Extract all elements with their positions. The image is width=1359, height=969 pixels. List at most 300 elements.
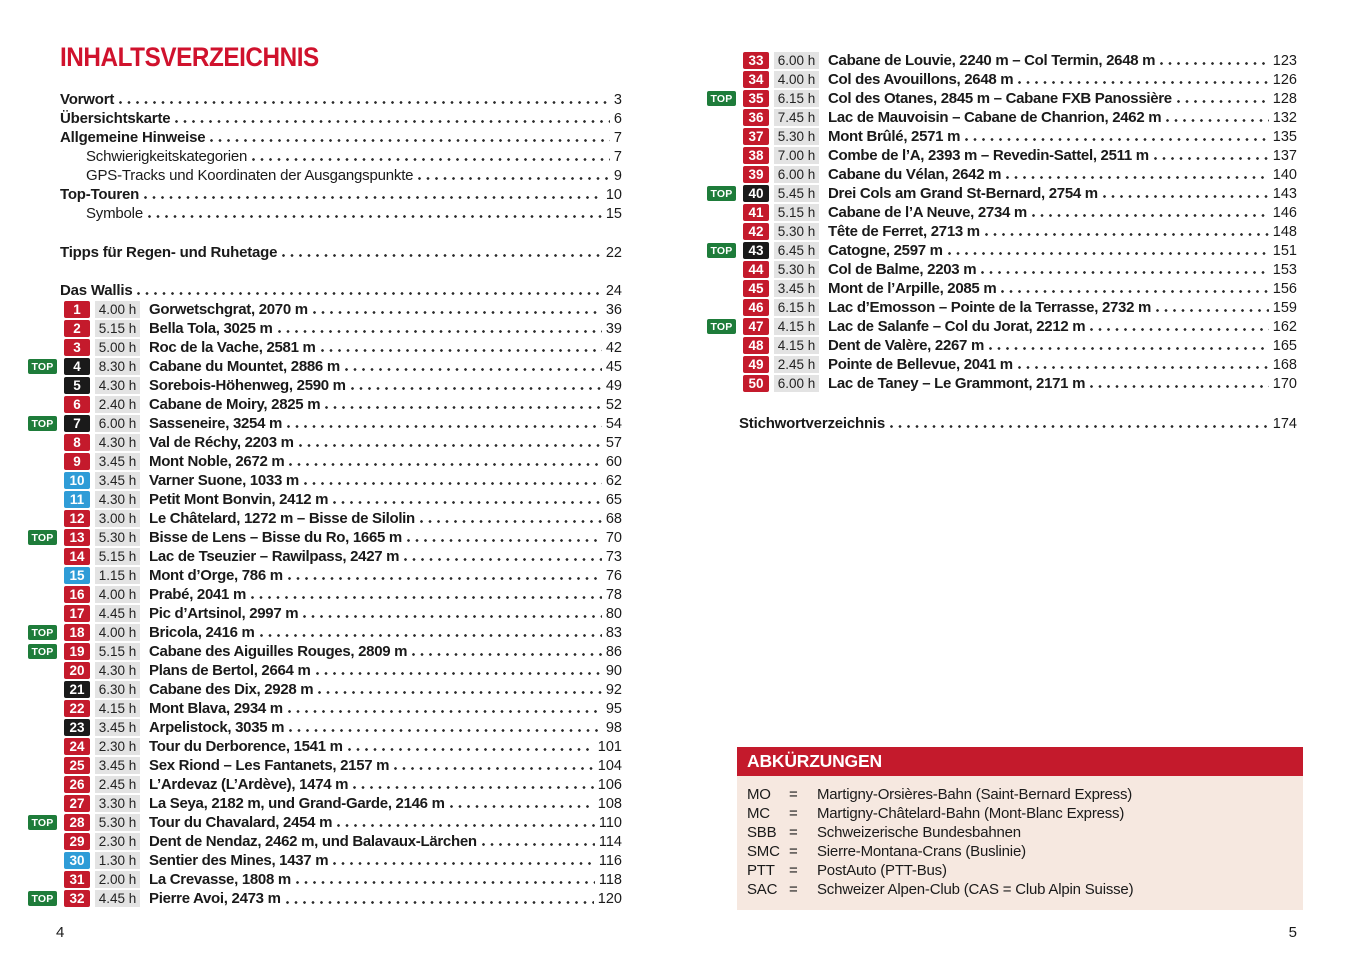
tour-row xyxy=(28,737,622,756)
tour-number-badge: 28 xyxy=(64,814,90,831)
tour-page-ref: 42 xyxy=(605,339,622,356)
tour-row xyxy=(28,528,622,547)
tour-page-ref: 148 xyxy=(1272,223,1297,240)
abbreviation-meaning: Schweizer Alpen-Club (CAS = Club Alpin Suisse) xyxy=(817,881,1134,898)
tour-page-ref: 168 xyxy=(1272,356,1297,373)
tour-page-ref: 80 xyxy=(605,605,622,622)
tour-duration: 6.15 h xyxy=(774,90,819,107)
toc-line xyxy=(28,243,622,262)
tour-duration: 5.00 h xyxy=(95,339,140,356)
dot-leader xyxy=(289,462,601,467)
tour-row xyxy=(707,70,1297,89)
tour-number-badge: 20 xyxy=(64,662,90,679)
tour-page-ref: 57 xyxy=(605,434,622,451)
tips-section-line xyxy=(28,243,622,262)
top-badge: TOP xyxy=(28,530,57,545)
top-badge-slot xyxy=(28,625,58,640)
tour-name: Dent de Valère, 2267 m xyxy=(828,337,984,355)
dot-leader xyxy=(985,232,1269,237)
equals-sign: = xyxy=(789,843,798,860)
toc-page-ref: 7 xyxy=(613,148,622,165)
toc-entry-label: Übersichtskarte xyxy=(60,110,171,127)
tour-duration: 6.45 h xyxy=(774,242,819,259)
tour-list-left xyxy=(28,300,622,909)
abbreviation-meaning: Martigny-Châtelard-Bahn (Mont-Blanc Express) xyxy=(817,805,1125,822)
toc-entry-label: Tipps für Regen- und Ruhetage xyxy=(60,244,278,261)
tour-number-badge: 18 xyxy=(64,624,90,641)
tour-name: Cabane des Aiguilles Rouges, 2809 m xyxy=(149,643,408,661)
abbreviation-meaning: Martigny-Orsières-Bahn (Saint-Bernard Express) xyxy=(817,786,1133,803)
tour-name: Bella Tola, 3025 m xyxy=(149,320,273,338)
tour-row xyxy=(28,832,622,851)
toc-page-ref: 6 xyxy=(613,110,622,127)
tour-page-ref: 123 xyxy=(1272,52,1297,69)
tour-name: Tour du Chavalard, 2454 m xyxy=(149,814,333,832)
abbreviation-code: SAC xyxy=(747,881,778,898)
dot-leader xyxy=(348,747,594,752)
tour-page-ref: 165 xyxy=(1272,337,1297,354)
dot-leader xyxy=(420,519,602,524)
tour-row xyxy=(28,718,622,737)
tour-duration: 4.00 h xyxy=(95,624,140,641)
top-badge-slot xyxy=(28,644,58,659)
equals-sign: = xyxy=(789,862,798,879)
tour-page-ref: 78 xyxy=(605,586,622,603)
tour-page-ref: 54 xyxy=(605,415,622,432)
tour-duration: 4.30 h xyxy=(95,491,140,508)
tour-duration: 3.45 h xyxy=(95,472,140,489)
tour-number-badge: 38 xyxy=(743,147,769,164)
equals-sign: = xyxy=(789,786,798,803)
tour-duration: 2.45 h xyxy=(774,356,819,373)
dot-leader xyxy=(287,424,602,429)
tour-page-ref: 153 xyxy=(1272,261,1297,278)
tour-duration: 4.00 h xyxy=(774,71,819,88)
top-badge-slot xyxy=(28,359,58,374)
toc-page-ref: 10 xyxy=(605,186,622,203)
tour-number-badge: 34 xyxy=(743,71,769,88)
dot-leader xyxy=(321,348,602,353)
tour-row xyxy=(707,298,1297,317)
tour-duration: 4.30 h xyxy=(95,662,140,679)
tour-duration: 5.15 h xyxy=(774,204,819,221)
equals-sign: = xyxy=(789,824,798,841)
abbreviations-title: ABKÜRZUNGEN xyxy=(737,747,1303,776)
tour-number-badge: 30 xyxy=(64,852,90,869)
toc-entry-label: Das Wallis xyxy=(60,282,133,299)
equals-sign: = xyxy=(789,805,798,822)
tour-duration: 4.30 h xyxy=(95,377,140,394)
tour-name: Mont Blava, 2934 m xyxy=(149,700,283,718)
tour-row xyxy=(707,241,1297,260)
toc-line xyxy=(28,281,622,300)
abbreviation-row xyxy=(747,842,1293,861)
top-badge: TOP xyxy=(707,319,736,334)
tour-page-ref: 132 xyxy=(1272,109,1297,126)
tour-number-badge: 11 xyxy=(64,491,90,508)
tour-row xyxy=(28,851,622,870)
tour-duration: 4.00 h xyxy=(95,301,140,318)
tour-page-ref: 120 xyxy=(597,890,622,907)
tour-page-ref: 39 xyxy=(605,320,622,337)
tour-duration: 5.30 h xyxy=(774,261,819,278)
dot-leader xyxy=(119,100,610,105)
dot-leader xyxy=(1018,365,1269,370)
abbreviation-row xyxy=(747,880,1293,899)
tour-page-ref: 36 xyxy=(605,301,622,318)
front-matter-list xyxy=(28,90,622,223)
tour-number-badge: 17 xyxy=(64,605,90,622)
dot-leader xyxy=(289,728,602,733)
tour-row xyxy=(707,355,1297,374)
toc-line xyxy=(28,90,622,109)
dot-leader xyxy=(1018,80,1268,85)
tour-duration: 2.30 h xyxy=(95,738,140,755)
tour-page-ref: 73 xyxy=(605,548,622,565)
tour-name: Cabane de Louvie, 2240 m – Col Termin, 2648 m xyxy=(828,52,1156,69)
top-badge-slot xyxy=(707,243,737,258)
tour-duration: 4.15 h xyxy=(774,337,819,354)
tour-row xyxy=(28,319,622,338)
toc-page-ref: 3 xyxy=(613,91,622,108)
tour-name: Cabane de l’A Neuve, 2734 m xyxy=(828,204,1027,222)
tour-number-badge: 13 xyxy=(64,529,90,546)
tour-row xyxy=(28,414,622,433)
toc-line xyxy=(28,109,622,128)
tour-number-badge: 33 xyxy=(743,52,769,69)
tour-name: La Crevasse, 1808 m xyxy=(149,871,291,889)
tour-page-ref: 60 xyxy=(605,453,622,470)
tour-page-ref: 118 xyxy=(598,871,622,888)
tour-name: Plans de Bertol, 2664 m xyxy=(149,662,311,680)
tour-duration: 5.30 h xyxy=(95,814,140,831)
tour-page-ref: 92 xyxy=(605,681,622,698)
tour-name: Arpelistock, 3035 m xyxy=(149,719,285,737)
tour-row xyxy=(28,813,622,832)
tour-page-ref: 68 xyxy=(605,510,622,527)
tour-duration: 5.15 h xyxy=(95,643,140,660)
tour-number-badge: 37 xyxy=(743,128,769,145)
tour-row xyxy=(28,471,622,490)
tour-duration: 4.30 h xyxy=(95,434,140,451)
dot-leader xyxy=(1177,99,1269,104)
tour-name: Pierre Avoi, 2473 m xyxy=(149,890,281,908)
tour-name: Sex Riond – Les Fantanets, 2157 m xyxy=(149,757,390,775)
tour-name: Tête de Ferret, 2713 m xyxy=(828,223,980,241)
tour-duration: 3.30 h xyxy=(95,795,140,812)
top-badge-slot xyxy=(28,530,58,545)
dot-leader xyxy=(260,633,602,638)
tour-duration: 2.40 h xyxy=(95,396,140,413)
tour-row xyxy=(28,300,622,319)
top-badge-slot xyxy=(707,91,737,106)
tour-duration: 4.45 h xyxy=(95,890,140,907)
tour-name: Cabane des Dix, 2928 m xyxy=(149,681,314,699)
abbreviation-code: SMC xyxy=(747,843,780,860)
tour-number-badge: 21 xyxy=(64,681,90,698)
tour-page-ref: 95 xyxy=(605,700,622,717)
tour-number-badge: 5 xyxy=(64,377,90,394)
tour-number-badge: 9 xyxy=(64,453,90,470)
tour-duration: 5.15 h xyxy=(95,548,140,565)
dot-leader xyxy=(252,157,610,162)
tour-row xyxy=(707,317,1297,336)
tour-row xyxy=(28,395,622,414)
tour-duration: 2.30 h xyxy=(95,833,140,850)
tour-row xyxy=(707,165,1297,184)
tour-number-badge: 35 xyxy=(743,90,769,107)
tour-name: Lac de Salanfe – Col du Jorat, 2212 m xyxy=(828,318,1086,336)
toc-page-ref: 24 xyxy=(605,282,622,299)
toc-entry-label: Vorwort xyxy=(60,91,115,108)
tour-page-ref: 162 xyxy=(1272,318,1297,335)
tour-page-ref: 114 xyxy=(598,833,622,850)
tour-number-badge: 42 xyxy=(743,223,769,240)
tour-duration: 5.30 h xyxy=(774,128,819,145)
tour-number-badge: 26 xyxy=(64,776,90,793)
tour-row xyxy=(28,357,622,376)
page-title: INHALTSVERZEICHNIS xyxy=(60,42,319,72)
tour-page-ref: 110 xyxy=(598,814,622,831)
tour-name: Lac de Taney – Le Grammont, 2171 m xyxy=(828,375,1086,393)
tour-duration: 6.15 h xyxy=(774,299,819,316)
tour-number-badge: 3 xyxy=(64,339,90,356)
tour-duration: 4.45 h xyxy=(95,605,140,622)
dot-leader xyxy=(137,291,601,296)
dot-leader xyxy=(1156,308,1269,313)
dot-leader xyxy=(318,690,602,695)
toc-line xyxy=(707,414,1297,433)
tour-page-ref: 140 xyxy=(1272,166,1297,183)
tour-name: Catogne, 2597 m xyxy=(828,242,943,260)
toc-line xyxy=(28,147,622,166)
tour-name: Col des Otanes, 2845 m – Cabane FXB Panossière xyxy=(828,90,1172,108)
index-section-line xyxy=(707,414,1297,433)
top-badge: TOP xyxy=(28,644,57,659)
dot-leader xyxy=(210,138,610,143)
folio-page-number-right: 5 xyxy=(1288,924,1297,941)
tour-name: Col de Balme, 2203 m xyxy=(828,261,977,279)
tour-row xyxy=(707,108,1297,127)
tour-page-ref: 65 xyxy=(605,491,622,508)
tour-name: Pic d’Artsinol, 2997 m xyxy=(149,605,299,623)
dot-leader xyxy=(288,576,602,581)
tour-name: Lac de Mauvoisin – Cabane de Chanrion, 2462 m xyxy=(828,109,1162,127)
tour-number-badge: 4 xyxy=(64,358,90,375)
dot-leader xyxy=(351,386,602,391)
top-badge-slot xyxy=(707,319,737,334)
abbreviation-code: MO xyxy=(747,786,771,803)
abbreviations-box xyxy=(737,747,1303,910)
abbreviation-code: MC xyxy=(747,805,770,822)
tour-row xyxy=(28,661,622,680)
toc-line xyxy=(28,185,622,204)
dot-leader xyxy=(418,176,610,181)
tour-name: Bisse de Lens – Bisse du Ro, 1665 m xyxy=(149,529,402,547)
tour-row xyxy=(28,680,622,699)
tour-number-badge: 22 xyxy=(64,700,90,717)
tour-row xyxy=(28,585,622,604)
tour-page-ref: 52 xyxy=(605,396,622,413)
tour-row xyxy=(707,51,1297,70)
toc-entry-label: Allgemeine Hinweise xyxy=(60,129,206,146)
toc-line xyxy=(28,128,622,147)
top-badge-slot xyxy=(28,416,58,431)
tour-name: Mont Brûlé, 2571 m xyxy=(828,128,961,146)
tour-name: Val de Réchy, 2203 m xyxy=(149,434,294,452)
dot-leader xyxy=(890,424,1269,429)
tour-name: Mont de l’Arpille, 2085 m xyxy=(828,280,997,298)
abbreviation-code: SBB xyxy=(747,824,777,841)
tour-name: Sorebois-Höhenweg, 2590 m xyxy=(149,377,346,395)
tour-row xyxy=(707,279,1297,298)
dot-leader xyxy=(1166,118,1269,123)
tour-number-badge: 23 xyxy=(64,719,90,736)
abbreviation-row xyxy=(747,804,1293,823)
tour-number-badge: 6 xyxy=(64,396,90,413)
abbreviation-row xyxy=(747,785,1293,804)
tour-name: Dent de Nendaz, 2462 m, und Balavaux-Lärchen xyxy=(149,833,477,851)
top-badge: TOP xyxy=(28,891,57,906)
tour-number-badge: 47 xyxy=(743,318,769,335)
tour-row xyxy=(28,889,622,908)
tour-duration: 5.30 h xyxy=(95,529,140,546)
tour-page-ref: 128 xyxy=(1272,90,1297,107)
tour-duration: 4.15 h xyxy=(95,700,140,717)
folio-page-number-left: 4 xyxy=(56,924,65,941)
abbreviation-meaning: PostAuto (PTT-Bus) xyxy=(817,862,947,879)
tour-row xyxy=(28,775,622,794)
dot-leader xyxy=(1154,156,1269,161)
tour-row xyxy=(28,376,622,395)
tour-name: Drei Cols am Grand St-Bernard, 2754 m xyxy=(828,185,1098,203)
tour-page-ref: 70 xyxy=(605,529,622,546)
dot-leader xyxy=(412,652,602,657)
tour-row xyxy=(28,433,622,452)
tour-page-ref: 101 xyxy=(597,738,622,755)
tour-page-ref: 76 xyxy=(605,567,622,584)
tour-page-ref: 135 xyxy=(1272,128,1297,145)
tour-page-ref: 137 xyxy=(1272,147,1297,164)
tour-page-ref: 170 xyxy=(1272,375,1297,392)
tour-duration: 1.30 h xyxy=(95,852,140,869)
toc-entry-label: Top-Touren xyxy=(60,186,140,203)
top-badge: TOP xyxy=(28,815,57,830)
dot-leader xyxy=(148,214,602,219)
abbreviation-row xyxy=(747,861,1293,880)
tour-name: Cabane de Moiry, 2825 m xyxy=(149,396,321,414)
tour-row xyxy=(707,184,1297,203)
tour-row xyxy=(707,222,1297,241)
tour-name: Varner Suone, 1033 m xyxy=(149,472,299,490)
tour-duration: 6.00 h xyxy=(774,52,819,69)
toc-page-ref: 174 xyxy=(1272,415,1297,432)
dot-leader xyxy=(965,137,1269,142)
top-badge-slot xyxy=(28,891,58,906)
tour-name: Le Châtelard, 1272 m – Bisse de Silolin xyxy=(149,510,415,528)
tour-row xyxy=(28,490,622,509)
dot-leader xyxy=(1160,61,1269,66)
dot-leader xyxy=(1001,289,1268,294)
abbreviation-meaning: Schweizerische Bundesbahnen xyxy=(817,824,1021,841)
tour-page-ref: 83 xyxy=(605,624,622,641)
tour-page-ref: 106 xyxy=(597,776,622,793)
dot-leader xyxy=(296,880,595,885)
tour-page-ref: 90 xyxy=(605,662,622,679)
tour-number-badge: 46 xyxy=(743,299,769,316)
tour-name: L’Ardevaz (L’Ardève), 1474 m xyxy=(149,776,349,794)
tour-duration: 7.45 h xyxy=(774,109,819,126)
tour-duration: 5.15 h xyxy=(95,320,140,337)
tour-page-ref: 143 xyxy=(1272,185,1297,202)
dot-leader xyxy=(981,270,1269,275)
tour-name: Sasseneire, 3254 m xyxy=(149,415,283,433)
tour-name: Combe de l’A, 2393 m – Revedin-Sattel, 2511 m xyxy=(828,147,1149,165)
tour-number-badge: 19 xyxy=(64,643,90,660)
toc-page-ref: 9 xyxy=(613,167,622,184)
abbreviation-meaning: Sierre-Montana-Crans (Buslinie) xyxy=(817,843,1026,860)
dot-leader xyxy=(313,310,602,315)
tour-number-badge: 36 xyxy=(743,109,769,126)
dot-leader xyxy=(1090,327,1268,332)
tour-number-badge: 2 xyxy=(64,320,90,337)
dot-leader xyxy=(353,785,594,790)
tour-number-badge: 12 xyxy=(64,510,90,527)
dot-leader xyxy=(144,195,602,200)
dot-leader xyxy=(175,119,610,124)
tour-name: Pointe de Bellevue, 2041 m xyxy=(828,356,1013,374)
tour-number-badge: 1 xyxy=(64,301,90,318)
tour-page-ref: 151 xyxy=(1272,242,1297,259)
tour-name: Bricola, 2416 m xyxy=(149,624,255,642)
tour-page-ref: 45 xyxy=(605,358,622,375)
tour-number-badge: 24 xyxy=(64,738,90,755)
tour-duration: 2.00 h xyxy=(95,871,140,888)
tour-row xyxy=(28,623,622,642)
tour-list-right xyxy=(707,51,1297,393)
tour-duration: 2.45 h xyxy=(95,776,140,793)
tour-row xyxy=(28,338,622,357)
tour-page-ref: 108 xyxy=(597,795,622,812)
tour-name: Col des Avouillons, 2648 m xyxy=(828,71,1014,89)
tour-number-badge: 31 xyxy=(64,871,90,888)
tour-name: La Seya, 2182 m, und Grand-Garde, 2146 m xyxy=(149,795,445,813)
toc-line xyxy=(28,166,622,185)
tour-name: Petit Mont Bonvin, 2412 m xyxy=(149,491,329,509)
tour-row xyxy=(28,699,622,718)
tour-number-badge: 40 xyxy=(743,185,769,202)
tour-row xyxy=(28,794,622,813)
tour-row xyxy=(28,642,622,661)
tour-row xyxy=(707,146,1297,165)
dot-leader xyxy=(1103,194,1269,199)
dot-leader xyxy=(316,671,602,676)
tour-number-badge: 27 xyxy=(64,795,90,812)
dot-leader xyxy=(1006,175,1269,180)
toc-entry-label: Stichwortverzeichnis xyxy=(739,415,886,432)
tour-row xyxy=(28,870,622,889)
tour-row xyxy=(707,336,1297,355)
tour-number-badge: 50 xyxy=(743,375,769,392)
top-badge: TOP xyxy=(707,243,736,258)
dot-leader xyxy=(450,804,594,809)
dot-leader xyxy=(345,367,602,372)
toc-entry-label: Schwierigkeitskategorien xyxy=(86,148,248,165)
tour-duration: 6.00 h xyxy=(774,375,819,392)
tour-row xyxy=(28,604,622,623)
tour-name: Cabane du Vélan, 2642 m xyxy=(828,166,1002,184)
dot-leader xyxy=(948,251,1269,256)
